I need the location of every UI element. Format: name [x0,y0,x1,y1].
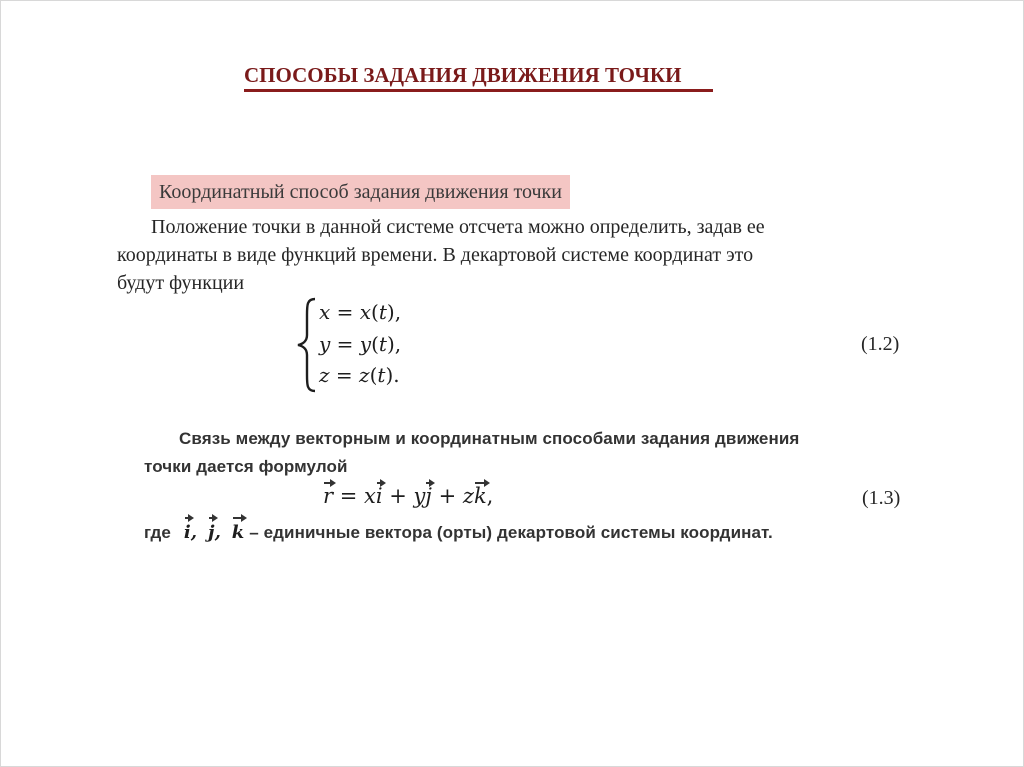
paragraph-line-2: координаты в виде функций времени. В декартовой системе координат это [117,244,754,266]
paragraph2-line-2: точки дается формулой [144,457,348,476]
unit-vector-i: i [375,484,383,508]
unit-vector-k: k [473,484,487,508]
equation-number-1-3: (1.3) [862,487,901,509]
unit-vector-j: j [425,484,432,508]
left-brace-icon [295,297,321,393]
section-subtitle: Координатный способ задания движения точки [151,175,570,209]
equation-x: x = x(t), [319,300,402,324]
paragraph3: где i, j, k – единичные вектора (орты) декартовой системы координат. [144,519,773,547]
unit-vector-i-label: i [184,519,191,547]
equation-y: y = y(t), [319,332,402,356]
paragraph-line-3: будут функции [117,272,245,294]
unit-vector-k-label: k [232,519,245,547]
equation-z: z = z(t). [319,363,400,387]
paragraph2-line-1: Связь между векторным и координатным способами задания движения [179,429,800,448]
paragraph-line-1: Положение точки в данной системе отсчета можно определить, задав ее [151,216,765,238]
equation-number-1-2: (1.2) [861,333,900,355]
vector-r: r [323,484,334,508]
unit-vector-j-label: j [208,519,215,547]
vector-formula: r = xi + yj + zk, [323,484,494,508]
title-underline [244,89,713,92]
slide-title: СПОСОБЫ ЗАДАНИЯ ДВИЖЕНИЯ ТОЧКИ [244,63,682,87]
